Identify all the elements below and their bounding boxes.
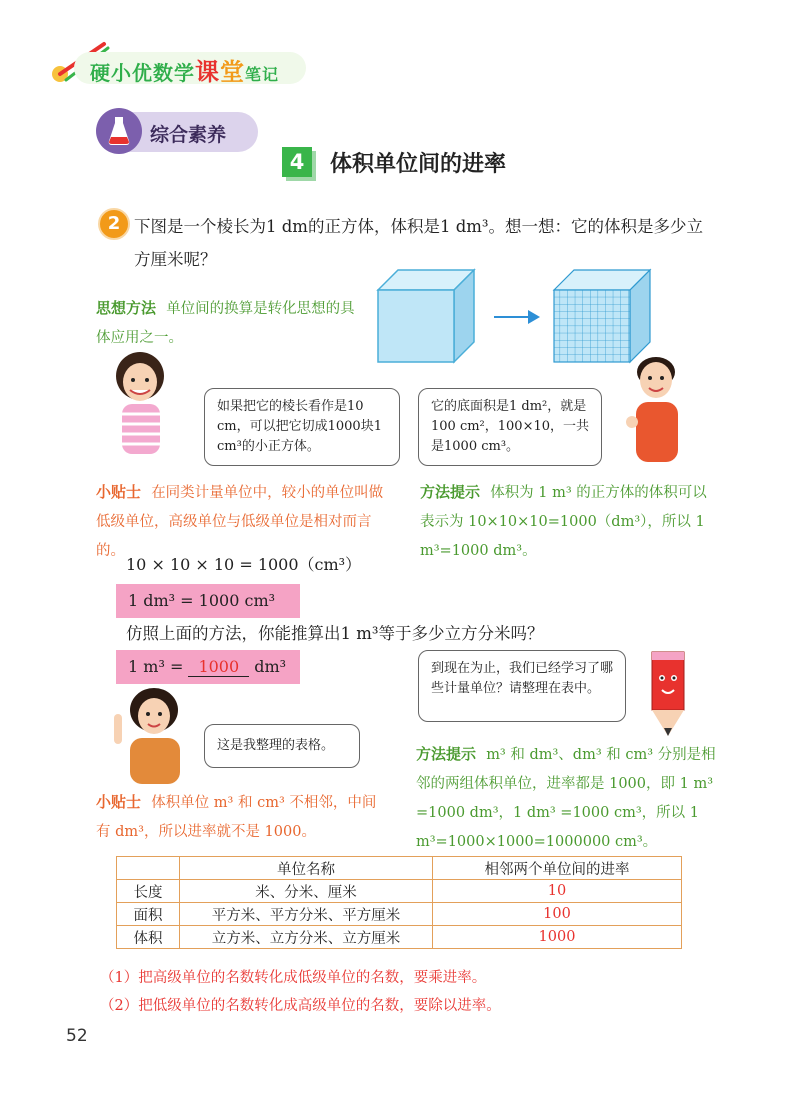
girl-speech-bubble: 如果把它的棱长看作是10 cm，可以把它切成1000块1 cm³的小正方体。 — [204, 388, 400, 466]
note-item: （1）把高级单位的名数转化成低级单位的名数，要乘进率。 — [100, 970, 487, 986]
hint-label-2: 方法提示 — [416, 745, 477, 763]
lesson-number: 4 — [282, 147, 312, 177]
hint-body-1: 体积为 1 m³ 的正方体的体积可以表示为 10×10×10=1000（dm³），所以 1 m³=1000 dm³。 — [420, 485, 707, 559]
tip-body-2: 体积单位 m³ 和 cm³ 不相邻，中间有 dm³，所以进率就不是 1000。 — [96, 795, 377, 840]
table-cell-names: 平方米、平方分米、平方厘米 — [180, 903, 433, 926]
answer-blank: 1000 — [188, 657, 249, 677]
table-cell-names: 立方米、立方分米、立方厘米 — [180, 926, 433, 949]
table-row — [117, 903, 682, 926]
girl-character-icon — [108, 348, 174, 464]
result-box-2 — [116, 650, 300, 684]
lesson-title: 体积单位间的进率 — [330, 152, 507, 177]
logo-text — [90, 52, 279, 87]
table-header-row — [117, 857, 682, 880]
method-hint-1 — [420, 478, 720, 565]
table-header-cell: 单位名称 — [180, 857, 433, 880]
pencil-speech-bubble: 到现在为止，我们已经学习了哪些计量单位？请整理在表中。 — [418, 650, 626, 722]
table-cell-kind: 体积 — [117, 926, 180, 949]
tip-label-1: 小贴士 — [96, 483, 142, 501]
question-2-text: 仿照上面的方法，你能推算出1 m³等于多少立方分米吗？ — [126, 624, 544, 643]
unit-rate-table — [116, 856, 682, 949]
question-number: 2 — [98, 208, 130, 240]
result-box-2-suffix: dm³ — [254, 657, 287, 676]
table-cell-kind: 面积 — [117, 903, 180, 926]
flask-icon — [96, 108, 142, 154]
boy-character-icon — [620, 350, 692, 470]
tip-label-2: 小贴士 — [96, 793, 142, 811]
table-header-cell: 相邻两个单位间的进率 — [433, 857, 682, 880]
tip-box-2 — [96, 788, 386, 846]
cube-1dm-icon — [376, 268, 476, 364]
table-cell-names: 米、分米、厘米 — [180, 880, 433, 903]
conversion-notes — [100, 964, 501, 1020]
think-method-label: 思想方法 — [96, 299, 157, 317]
logo-main: 硬小优数学 — [90, 61, 195, 85]
tip-body-1: 在同类计量单位中，较小的单位叫做低级单位，高级单位与低级单位是相对而言的。 — [96, 485, 384, 559]
note-item: （2）把低级单位的名数转化成高级单位的名数，要除以进率。 — [100, 998, 501, 1014]
question-text: 下图是一个棱长为1 dm的正方体，体积是1 dm³。想一想：它的体积是多少立方厘米呢？ — [134, 217, 704, 269]
table-cell-kind: 长度 — [117, 880, 180, 903]
table-row — [117, 926, 682, 949]
table-cell-rate: 100 — [433, 903, 682, 926]
logo-tang: 堂 — [220, 58, 245, 86]
section-tag-label: 综合素养 — [150, 124, 227, 146]
table-header-cell — [117, 857, 180, 880]
girl-pointing-icon — [112, 686, 190, 786]
pencil-character-icon — [640, 648, 696, 740]
result-box-2-prefix: 1 m³ = — [128, 657, 184, 676]
table-row — [117, 880, 682, 903]
girl-table-bubble: 这是我整理的表格。 — [204, 724, 360, 768]
think-method-body: 单位间的换算是转化思想的具体应用之一。 — [96, 301, 355, 346]
logo-biji: 笔记 — [245, 65, 280, 84]
logo-ke: 课 — [195, 58, 220, 86]
result-box-1: 1 dm³ = 1000 cm³ — [116, 584, 300, 618]
hint-body-2: m³ 和 dm³、dm³ 和 cm³ 分别是相邻的两组体积单位，进率都是 1000，即 1 m³ =1000 dm³，1 dm³ =1000 cm³，所以 1 m³=1000×1000=1000000 cm³。 — [416, 747, 716, 850]
table-cell-rate: 1000 — [433, 926, 682, 949]
think-method — [96, 294, 356, 352]
boy-speech-bubble: 它的底面积是1 dm²，就是100 cm²，100×10，一共是1000 cm³。 — [418, 388, 602, 466]
method-hint-2 — [416, 740, 716, 856]
arrow-right-icon — [528, 310, 540, 324]
equation-line: 10 × 10 × 10 = 1000（cm³） — [126, 555, 362, 574]
hint-label-1: 方法提示 — [420, 483, 481, 501]
page-number: 52 — [66, 1026, 88, 1046]
table-cell-rate: 10 — [433, 880, 682, 903]
